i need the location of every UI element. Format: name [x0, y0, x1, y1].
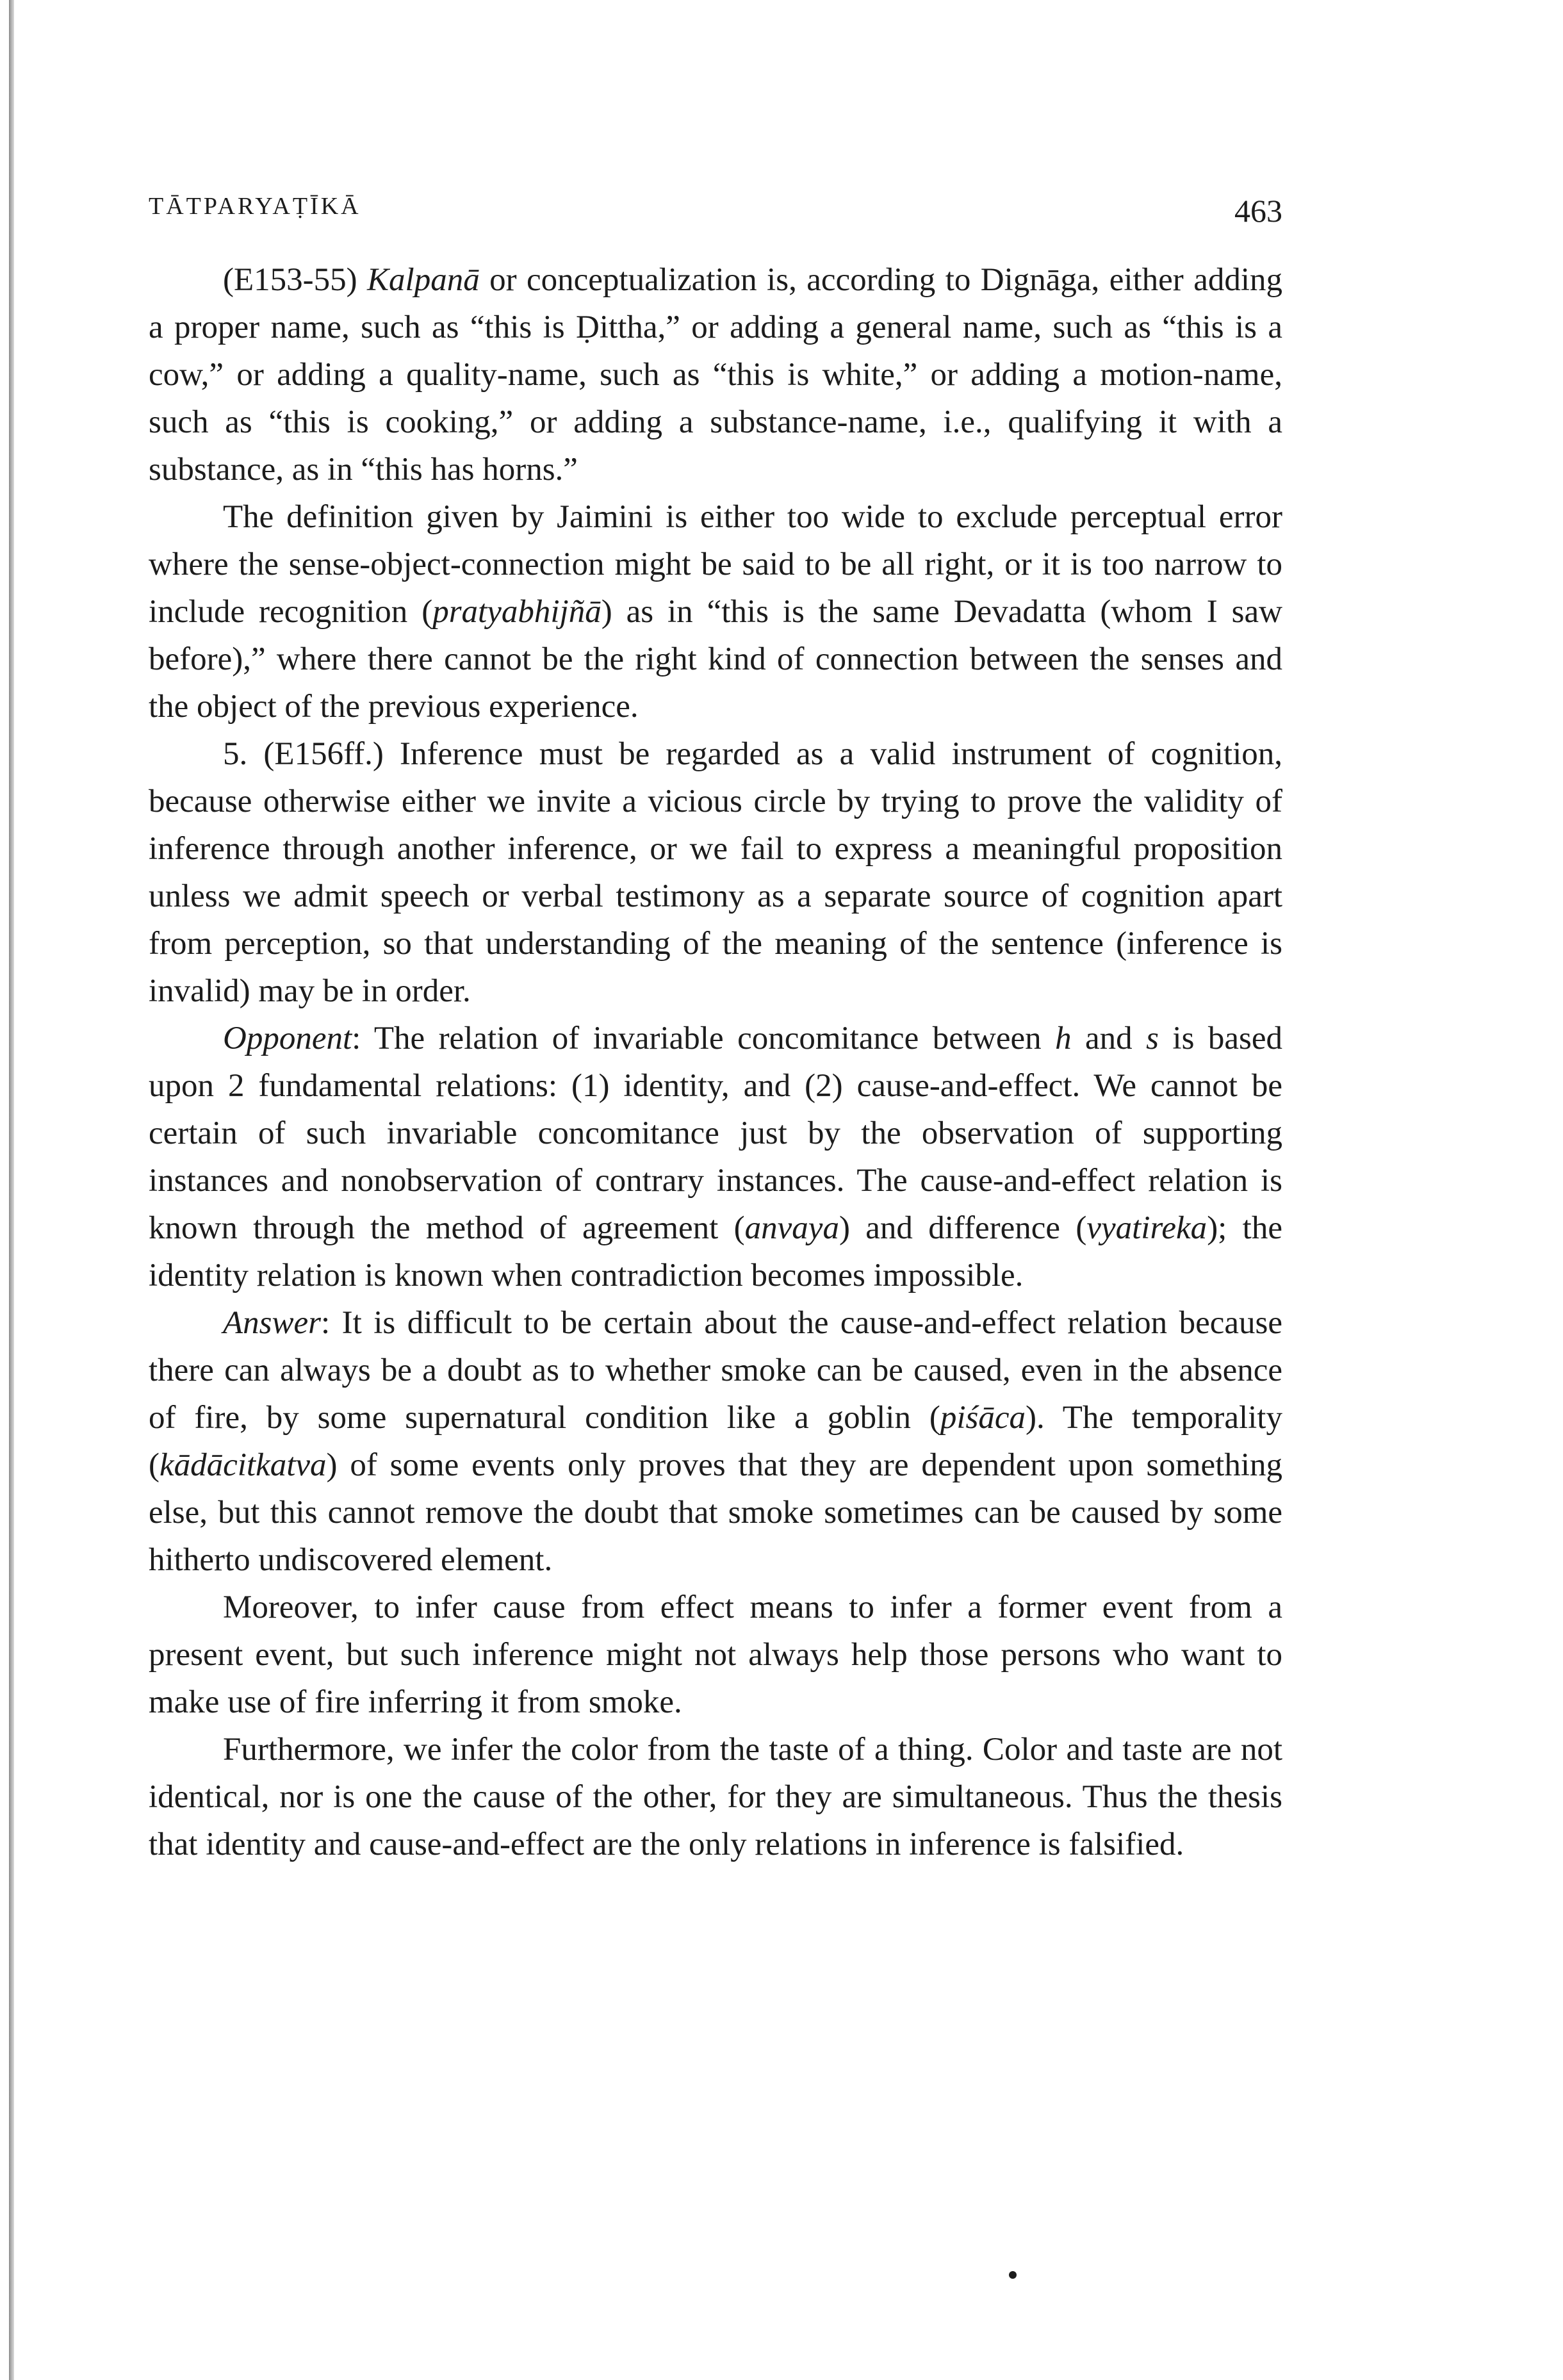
paragraph-text: ) and difference (: [839, 1210, 1087, 1246]
term-kadacitkatva: kādācitkatva: [159, 1447, 327, 1483]
term-pisaca: piśāca: [940, 1400, 1026, 1436]
paragraph-text: ). The temporality (: [149, 1400, 1282, 1483]
paragraph-inference-valid: [149, 730, 1282, 1015]
body-text: [149, 256, 1282, 1868]
paragraph-answer: [149, 1299, 1282, 1584]
paragraph-kalpana: [149, 256, 1282, 493]
paragraph-text: Furthermore, we infer the color from the taste of a thing. Color and taste are not identical, nor is one the cause of the other, for they are simultaneous. Thus the thesis that identity and cause-and-effect are the only relations in inference is falsified.: [149, 1732, 1282, 1862]
paragraph-text: or conceptualization is, according to Dignāga, either adding a proper name, such as “this is Ḍittha,” or adding a general name, such as “this is a cow,” or adding a quality-name, such as “this is white,” or adding a motion-name, such as “this is cooking,” or adding a substance-name, i.e., qualifying it with a substance, as in “this has horns.”: [149, 262, 1282, 488]
paragraph-opponent: [149, 1015, 1282, 1299]
term-pratyabhijna: pratyabhijñā: [432, 594, 601, 630]
paragraph-moreover: [149, 1584, 1282, 1726]
paragraph-furthermore: [149, 1726, 1282, 1868]
paragraph-text: The definition given by Jaimini is either too wide to exclude perceptual error where the sense-object-connection might be said to be all right, or it is too narrow to include recognition (: [149, 499, 1282, 630]
stray-ink-dot: [1009, 2271, 1017, 2279]
page-header: [149, 192, 1282, 243]
term-anvaya: anvaya: [744, 1210, 839, 1246]
paragraph-text: ) of some events only proves that they are dependent upon something else, but this cannot remove the doubt that smoke sometimes can be caused by some hitherto undiscovered element.: [149, 1447, 1282, 1578]
term-vyatireka: vyatireka: [1086, 1210, 1207, 1246]
page-binding-edge: [9, 0, 14, 2380]
variable-s: s: [1146, 1021, 1159, 1056]
paragraph-text: Moreover, to infer cause from effect means to infer a former event from a present event, but such inference might not always help those persons who want to make use of fire inferring it from smoke.: [149, 1589, 1282, 1720]
speaker-label-answer: Answer: [223, 1305, 321, 1341]
paragraph-text: : The relation of invariable concomitance between: [352, 1021, 1056, 1056]
paragraph-text: and: [1071, 1021, 1147, 1056]
paragraph-text: 5. (E156ff.) Inference must be regarded as a valid instrument of cognition, because otherwise either we invite a vicious circle by trying to prove the validity of inference through another inference, or we fail to express a meaningful proposition unless we admit speech or verbal testimony as a separate source of cognition apart from perception, so that understanding of the meaning of the sentence (inference is invalid) may be in order.: [149, 736, 1282, 1009]
paragraph-text: ) as in “this is the same Devadatta (whom I saw before),” where there cannot be the right kind of connection between the senses and the object of the previous experience.: [149, 594, 1282, 725]
speaker-label-opponent: Opponent: [223, 1021, 352, 1056]
paragraph-text: ); the identity relation is known when contradiction becomes impossible.: [149, 1210, 1282, 1293]
term-kalpana: Kalpanā: [367, 262, 480, 298]
paragraph-text: is based upon 2 fundamental relations: (1) identity, and (2) cause-and-effect. We cannot be certain of such invariable concomitance just by the observation of supporting instances and nonobservation of contrary instances. The cause-and-effect relation is known through the method of agreement (: [149, 1021, 1282, 1246]
paragraph-jaimini: [149, 493, 1282, 730]
paragraph-text: : It is difficult to be certain about the cause-and-effect relation because there can always be a doubt as to whether smoke can be caused, even in the absence of fire, by some supernatural condition like a goblin (: [149, 1305, 1282, 1436]
running-title: TĀTPARYAṬĪKĀ: [149, 193, 361, 220]
section-ref: (E153-55): [223, 262, 368, 298]
variable-h: h: [1055, 1021, 1072, 1056]
page-number: 463: [1234, 193, 1282, 229]
